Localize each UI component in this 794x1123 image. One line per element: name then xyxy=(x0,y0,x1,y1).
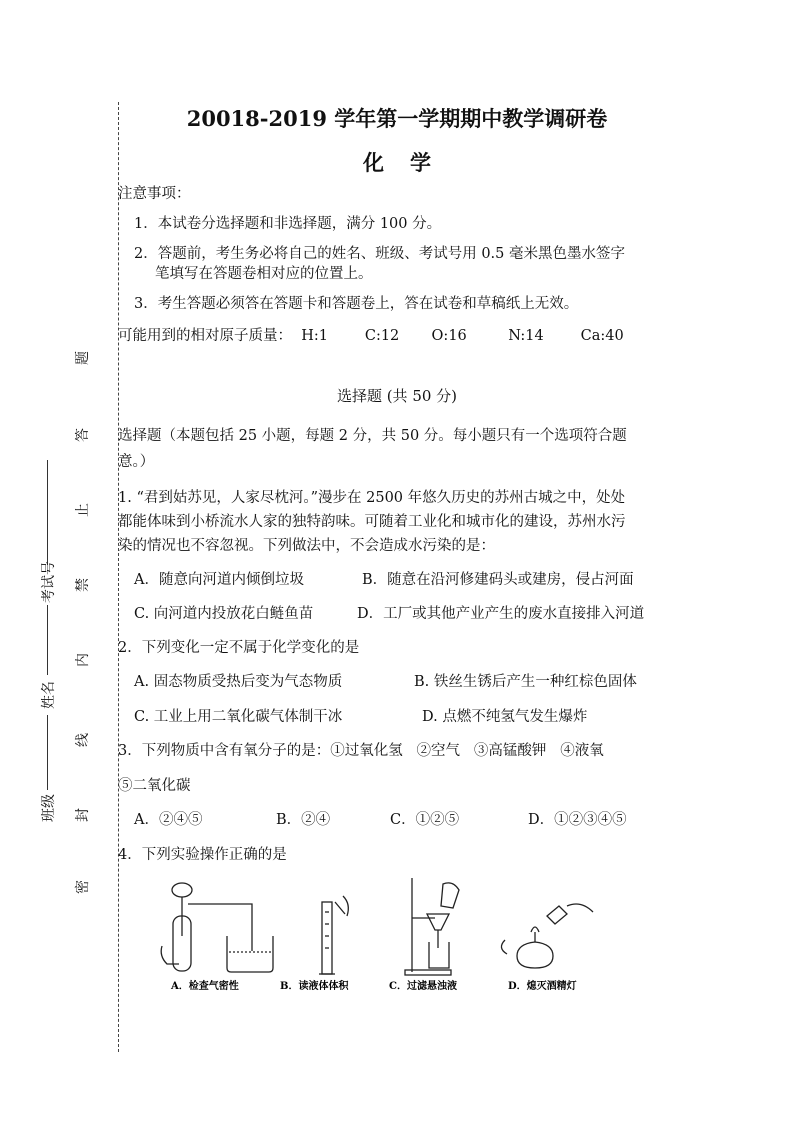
q3-stem-2: ⑤二氧化碳 xyxy=(118,778,191,794)
section-title: 选择题 (共 50 分) xyxy=(336,387,458,405)
q1-option-c: C. 向河道内投放花白鲢鱼苗 xyxy=(134,606,314,622)
lab-operations-figure xyxy=(157,876,597,996)
q3-option-d: D．①②③④⑤ xyxy=(528,812,627,828)
section-intro-2: 意。） xyxy=(118,454,155,470)
name-underline xyxy=(47,605,48,675)
class-underline xyxy=(47,715,48,790)
name-label: 姓名 xyxy=(41,681,57,709)
q2-option-c: C. 工业上用二氧化碳气体制干冰 xyxy=(134,709,343,725)
exam-no-underline xyxy=(47,460,48,565)
exam-title: 20018-2019 学年第一学期期中教学调研卷 xyxy=(186,106,608,131)
figure-caption-d: D．熄灭酒精灯 xyxy=(508,981,577,992)
notice-item-2-cont: 笔填写在答题卷相对应的位置上。 xyxy=(155,266,373,282)
seal-char-8: 密 xyxy=(75,880,91,894)
exam-no-label: 考试号 xyxy=(41,561,57,603)
q1-stem-2: 都能体味到小桥流水人家的独特韵味。可随着工业化和城市化的建设，苏州水污 xyxy=(118,514,626,530)
notice-heading: 注意事项： xyxy=(118,186,191,202)
subject-title: 化学 xyxy=(363,150,457,175)
seal-char-7: 封 xyxy=(75,808,91,822)
q1-option-d: D．工厂或其他产业产生的废水直接排入河道 xyxy=(357,606,645,622)
notice-item-2: 2．答题前，考生务必将自己的姓名、班级、考试号用 0.5 毫米黑色墨水签字 xyxy=(134,246,626,262)
q2-option-b: B. 铁丝生锈后产生一种红棕色固体 xyxy=(414,674,637,690)
q1-option-b: B．随意在沿河修建码头或建房，侵占河面 xyxy=(362,572,634,588)
q3-option-c: C．①②⑤ xyxy=(390,812,460,828)
seal-char-1: 题 xyxy=(75,351,91,365)
section-intro-1: 选择题（本题包括 25 小题，每题 2 分，共 50 分。每小题只有一个选项符合题 xyxy=(118,428,627,444)
q2-option-d: D. 点燃不纯氢气发生爆炸 xyxy=(422,709,588,725)
q1-stem-3: 染的情况也不容忽视。下列做法中，不会造成水污染的是： xyxy=(118,538,495,554)
q1-option-a: A．随意向河道内倾倒垃圾 xyxy=(134,572,304,588)
figure-caption-c: C．过滤悬浊液 xyxy=(389,981,457,992)
lab-illustrations xyxy=(157,876,597,996)
figure-caption-b: B．读液体体积 xyxy=(280,981,349,992)
seal-char-6: 线 xyxy=(75,733,91,747)
q3-stem-1: 3．下列物质中含有氧分子的是：①过氧化氢 ②空气 ③高锰酸钾 ④液氧 xyxy=(118,743,604,759)
q2-stem: 2．下列变化一定不属于化学变化的是 xyxy=(118,640,360,656)
seal-char-4: 禁 xyxy=(75,578,91,592)
seal-char-5: 内 xyxy=(75,653,91,667)
class-label: 班级 xyxy=(41,794,57,822)
q2-option-a: A. 固态物质受热后变为气态物质 xyxy=(134,674,343,690)
binding-dashed-line xyxy=(118,102,119,1052)
q3-option-b: B．②④ xyxy=(276,812,331,828)
figure-caption-a: A．检查气密性 xyxy=(171,981,239,992)
notice-item-3: 3．考生答题必须答在答题卡和答题卷上，答在试卷和草稿纸上无效。 xyxy=(134,296,579,312)
q1-stem-1: 1. “君到姑苏见，人家尽枕河。”漫步在 2500 年悠久历史的苏州古城之中，处处 xyxy=(118,490,626,506)
notice-item-1: 1．本试卷分选择题和非选择题，满分 100 分。 xyxy=(134,216,442,232)
seal-char-3: 止 xyxy=(75,503,91,517)
seal-char-2: 答 xyxy=(75,428,91,442)
atomic-mass-line: 可能用到的相对原子质量： H:1 C:12 O:16 N:14 Ca:40 xyxy=(118,328,624,344)
q3-option-a: A．②④⑤ xyxy=(134,812,203,828)
q4-stem: 4．下列实验操作正确的是 xyxy=(118,847,287,863)
